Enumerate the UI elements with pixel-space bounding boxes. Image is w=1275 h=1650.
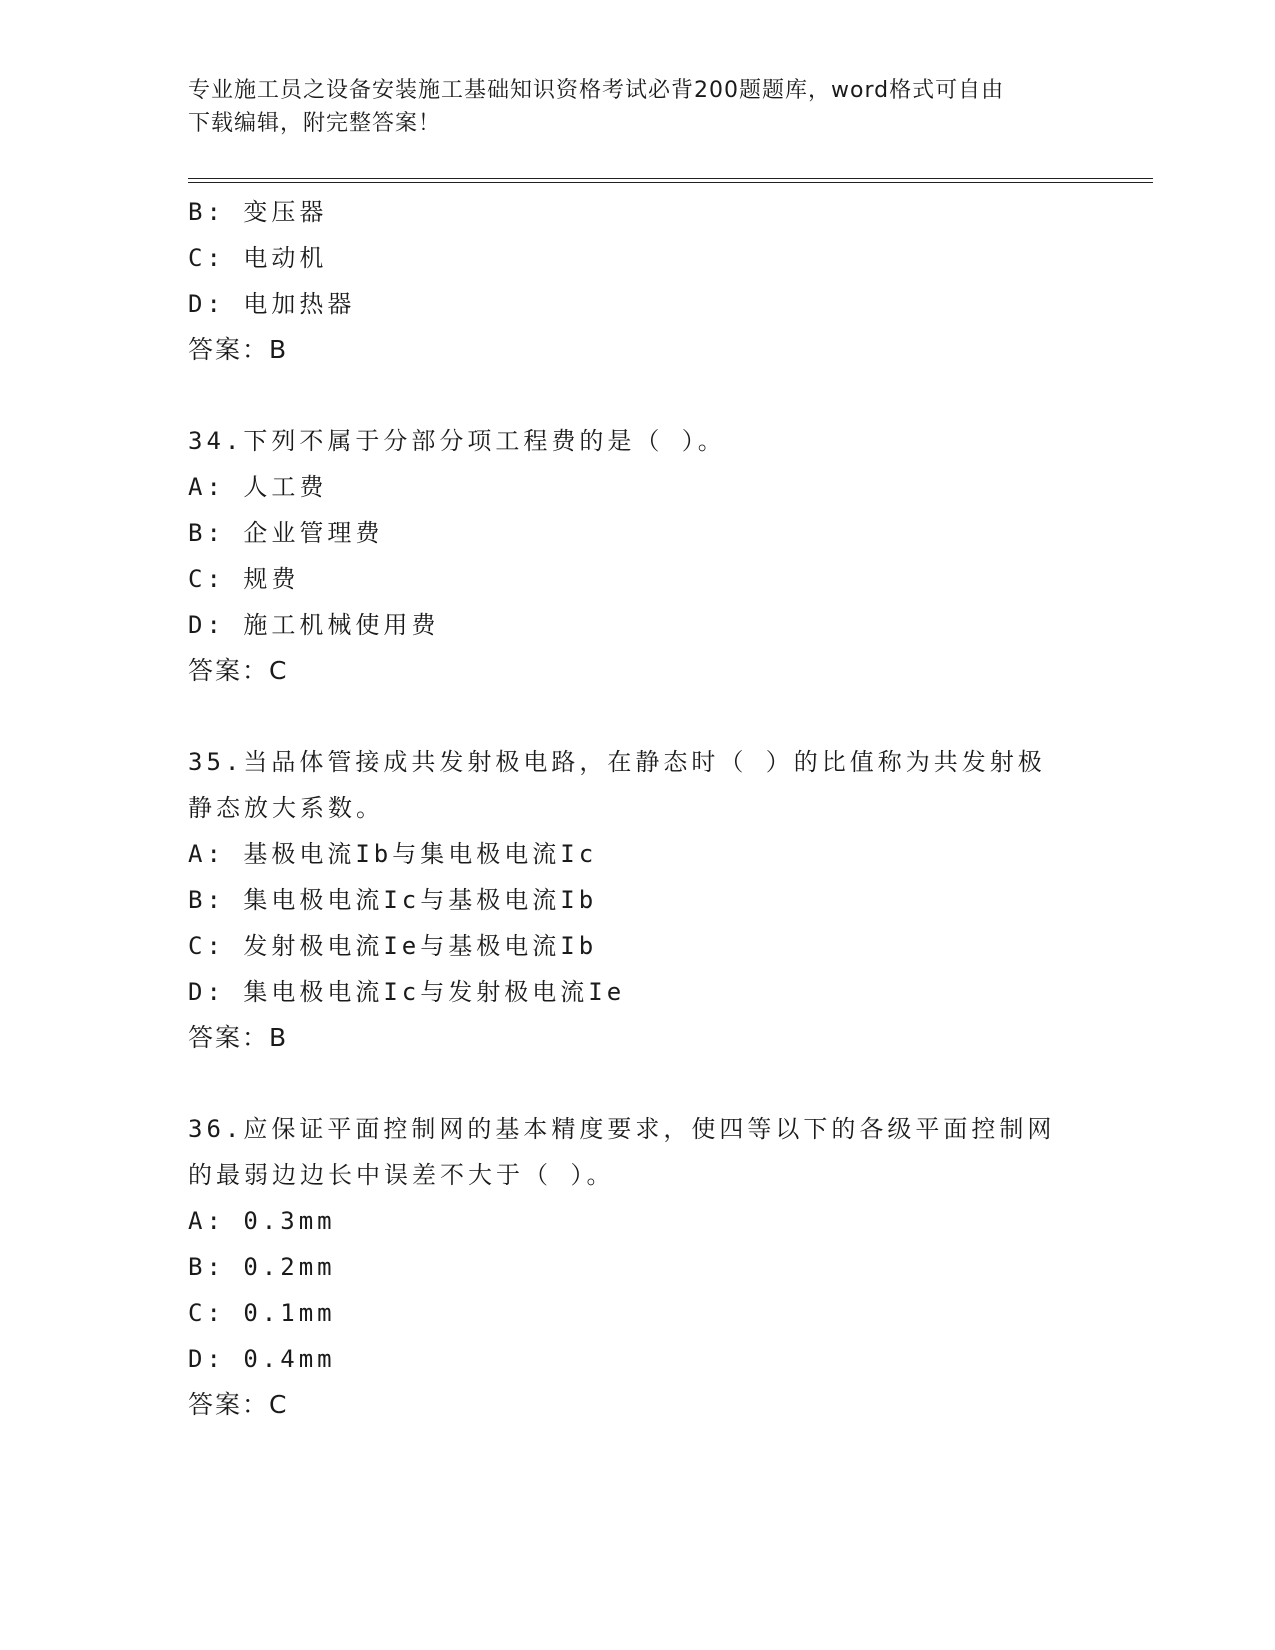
answer: 答案：B bbox=[188, 335, 289, 364]
option-d: D: 施工机械使用费 bbox=[188, 611, 440, 639]
option-a: A: 基极电流Ib与集电极电流Ic bbox=[188, 840, 598, 868]
header-rule-top bbox=[188, 178, 1153, 179]
question-text-line-2: 的最弱边边长中误差不大于（ ）。 bbox=[188, 1161, 615, 1189]
option-a: A: 人工费 bbox=[188, 473, 328, 501]
option-b: B: 企业管理费 bbox=[188, 519, 384, 547]
header-line-1: 专业施工员之设备安装施工基础知识资格考试必背200题题库，word格式可自由 bbox=[188, 78, 1005, 103]
header-rule-bottom bbox=[188, 182, 1153, 183]
question-list bbox=[188, 189, 1088, 1428]
spacer bbox=[188, 1061, 1088, 1106]
option-d: D: 电加热器 bbox=[188, 290, 356, 318]
option-b: B: 0.2mm bbox=[188, 1253, 336, 1281]
option-c: C: 电动机 bbox=[188, 244, 328, 272]
option-a: A: 0.3mm bbox=[188, 1207, 336, 1235]
question-text: 34.下列不属于分部分项工程费的是（ ）。 bbox=[188, 427, 726, 455]
option-b: B: 集电极电流Ic与基极电流Ib bbox=[188, 886, 598, 914]
answer: 答案：C bbox=[188, 656, 289, 685]
option-b: B: 变压器 bbox=[188, 198, 328, 226]
option-c: C: 0.1mm bbox=[188, 1299, 336, 1327]
question-text-line-2: 静态放大系数。 bbox=[188, 794, 384, 822]
option-d: D: 集电极电流Ic与发射极电流Ie bbox=[188, 978, 626, 1006]
question-33 bbox=[188, 189, 1088, 373]
document-header bbox=[188, 74, 1068, 140]
option-c: C: 规费 bbox=[188, 565, 300, 593]
answer: 答案：B bbox=[188, 1023, 289, 1052]
spacer bbox=[188, 373, 1088, 418]
question-34 bbox=[188, 418, 1088, 694]
question-text-line-1: 35.当品体管接成共发射极电路，在静态时（ ）的比值称为共发射极 bbox=[188, 748, 1046, 776]
question-35 bbox=[188, 739, 1088, 1061]
answer: 答案：C bbox=[188, 1390, 289, 1419]
header-line-2: 下载编辑，附完整答案！ bbox=[188, 111, 442, 136]
question-36 bbox=[188, 1106, 1088, 1428]
option-c: C: 发射极电流Ie与基极电流Ib bbox=[188, 932, 598, 960]
option-d: D: 0.4mm bbox=[188, 1345, 336, 1373]
question-text-line-1: 36.应保证平面控制网的基本精度要求，使四等以下的各级平面控制网 bbox=[188, 1115, 1056, 1143]
spacer bbox=[188, 694, 1088, 739]
